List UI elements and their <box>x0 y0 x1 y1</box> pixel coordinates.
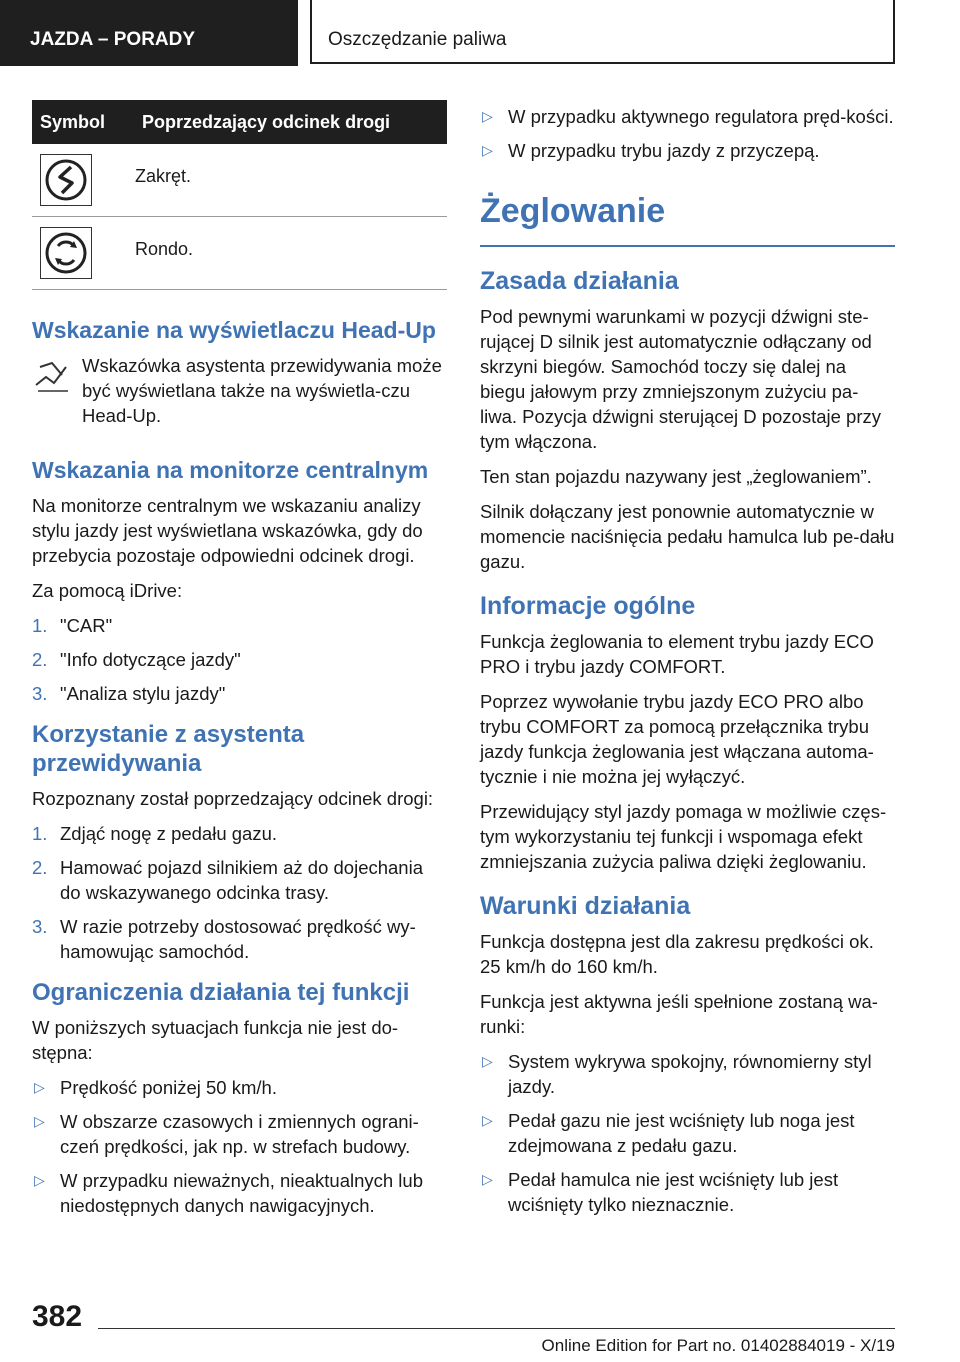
row-label: Zakręt. <box>134 144 447 217</box>
list-item: ▷ W przypadku trybu jazdy z przyczepą. <box>482 140 820 161</box>
list-item: 1. "CAR" <box>32 615 113 636</box>
heading-rule <box>480 245 895 247</box>
symbol-table <box>32 100 447 290</box>
table-row <box>32 217 447 290</box>
general-p3: Przewidujący styl jazdy pomaga w możliwie częs‐tym wykorzystaniu tej funkcji i wspomaga efekt zmniejszania zużycia paliwa dzięki żeglowaniu. <box>480 801 887 872</box>
curve-road-icon <box>40 154 92 206</box>
list-item: ▷ Pedał hamulca nie jest wciśnięty lub jest wciśnięty tylko nieznacznie. <box>482 1169 839 1215</box>
idrive-text: Za pomocą iDrive: <box>32 580 183 601</box>
page-header <box>0 0 960 66</box>
topic-tab: Oszczędzanie paliwa <box>310 0 895 64</box>
list-item: ▷ System wykrywa spokojny, równomierny styl jazdy. <box>482 1051 872 1097</box>
using-heading: Korzystanie z asystenta przewidywania <box>32 721 305 777</box>
left-column <box>32 100 447 1232</box>
right-column <box>480 104 895 1231</box>
list-item: ▷ W przypadku aktywnego regulatora pręd‐kości. <box>482 106 894 127</box>
principle-p1: Pod pewnymi warunkami w pozycji dźwigni ste‐rującej D silnik jest automatycznie odłączany od skrzyni biegów. Samochód toczy się dalej na biegu jałowym przy zmniejszonym zużyciu pa‐liwa. Pozycja dźwigni sterującej D pozostaje przy tym włączona. <box>480 306 882 452</box>
bullet-triangle-icon: ▷ <box>482 1053 493 1069</box>
bullet-triangle-icon: ▷ <box>482 1171 493 1187</box>
table-row <box>32 144 447 217</box>
row-label: Rondo. <box>134 217 447 290</box>
section-tab: JAZDA – PORADY <box>0 0 298 66</box>
edition-text: Online Edition for Part no. 01402884019 - X/19 <box>541 1336 895 1355</box>
bullet-triangle-icon: ▷ <box>482 108 493 124</box>
principle-p3: Silnik dołączany jest ponownie automatycznie w momencie naciśnięcia pedału hamulca lub pe‐dału gazu. <box>480 501 895 572</box>
main-heading: Żeglowanie <box>480 192 666 230</box>
limits-text: W poniższych sytuacjach funkcja nie jest do‐stępna: <box>32 1017 399 1063</box>
principle-p2: Ten stan pojazdu nazywany jest „żeglowaniem”. <box>480 466 872 487</box>
foot-off-pedal-icon <box>32 355 72 395</box>
table-header-road: Poprzedzający odcinek drogi <box>134 100 447 144</box>
conditions-list <box>480 1049 895 1217</box>
general-heading: Informacje ogólne <box>480 592 696 620</box>
list-item: 2. Hamować pojazd silnikiem aż do dojechania do wskazywanego odcinka trasy. <box>32 857 423 903</box>
list-item: ▷ W obszarze czasowych i zmiennych ograni‐czeń prędkości, jak np. w strefach budowy. <box>34 1111 419 1157</box>
monitor-heading: Wskazania na monitorze centralnym <box>32 457 429 483</box>
list-item: ▷ W przypadku nieważnych, nieaktualnych lub niedostępnych danych nawigacyjnych. <box>34 1170 423 1216</box>
limits-list <box>32 1075 447 1218</box>
idrive-steps <box>32 613 447 706</box>
list-item: 3. "Analiza stylu jazdy" <box>32 683 226 704</box>
conditions-p2: Funkcja jest aktywna jeśli spełnione zostaną wa‐runki: <box>480 991 878 1037</box>
list-item: ▷ Pedał gazu nie jest wciśnięty lub noga jest zdejmowana z pedału gazu. <box>482 1110 855 1156</box>
page-number: 382 <box>32 1300 83 1333</box>
hud-note <box>32 353 447 428</box>
bullet-triangle-icon: ▷ <box>482 142 493 158</box>
using-text: Rozpoznany został poprzedzający odcinek drogi: <box>32 788 434 809</box>
hud-heading: Wskazanie na wyświetlaczu Head-Up <box>32 317 436 343</box>
conditions-heading: Warunki działania <box>480 892 691 920</box>
general-p1: Funkcja żeglowania to element trybu jazdy ECO PRO i trybu jazdy COMFORT. <box>480 631 874 677</box>
bullet-triangle-icon: ▷ <box>482 1112 493 1128</box>
table-header-symbol: Symbol <box>32 100 134 144</box>
list-item: 2. "Info dotyczące jazdy" <box>32 649 241 670</box>
bullet-triangle-icon: ▷ <box>34 1079 45 1095</box>
hud-text: Wskazówka asystenta przewidywania może być wyświetlana także na wyświetla‐czu Head-Up. <box>82 355 442 426</box>
limits-heading: Ograniczenia działania tej funkcji <box>32 979 410 1006</box>
list-item: ▷ Prędkość poniżej 50 km/h. <box>34 1077 277 1098</box>
bullet-triangle-icon: ▷ <box>34 1113 45 1129</box>
limits-list-cont <box>480 104 895 163</box>
using-steps <box>32 821 447 964</box>
monitor-text: Na monitorze centralnym we wskazaniu analizy stylu jazdy jest wyświetlana wskazówka, gdy do przebycia pozostaje odpowiedni odcinek drogi. <box>32 495 423 566</box>
principle-heading: Zasada działania <box>480 267 679 295</box>
list-item: 3. W razie potrzeby dostosować prędkość wy‐hamowując samochód. <box>32 916 416 962</box>
footer-rule <box>98 1328 895 1329</box>
list-item: 1. Zdjąć nogę z pedału gazu. <box>32 823 278 844</box>
roundabout-icon <box>40 227 92 279</box>
conditions-p1: Funkcja dostępna jest dla zakresu prędkości ok. 25 km/h do 160 km/h. <box>480 931 874 977</box>
general-p2: Poprzez wywołanie trybu jazdy ECO PRO albo trybu COMFORT za pomocą przełącznika trybu jazdy funkcja żeglowania jest włączana automa‐tycznie i nie można jej wyłączyć. <box>480 691 874 787</box>
bullet-triangle-icon: ▷ <box>34 1172 45 1188</box>
